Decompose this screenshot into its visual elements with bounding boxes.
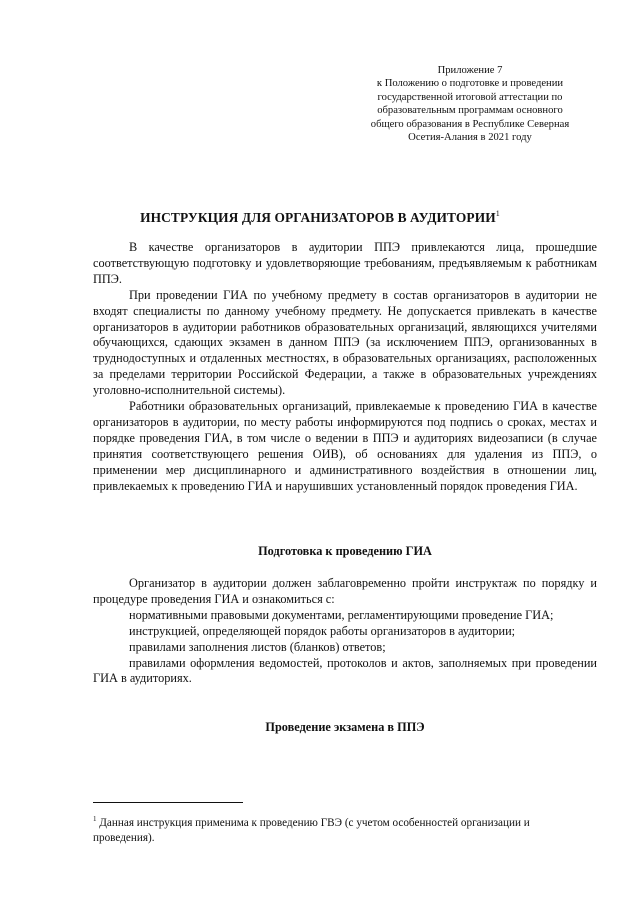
- exam-heading-block: [93, 720, 597, 736]
- document-title: [0, 209, 640, 226]
- section-lead: Организатор в аудитории должен заблаговременно пройти инструктаж по порядку и процедуре проведения ГИА и ознакомиться с:: [93, 576, 597, 606]
- section-heading: Проведение экзамена в ППЭ: [265, 720, 425, 734]
- requirements-list: [93, 608, 597, 688]
- footnote-reference[interactable]: 1: [495, 209, 500, 218]
- list-item: правилами оформления ведомостей, протоколов и актов, заполняемых при проведении ГИА в аудиториях.: [93, 655, 597, 686]
- appendix-line: государственной итоговой аттестации по: [377, 91, 563, 103]
- intro-paragraph: При проведении ГИА по учебному предмету в состав организаторов в аудитории не входят специалисты по данному учебному предмету. Не допускается привлекать в качестве организаторов в аудитории работников образовательных организаций, являющихся учителями обучающихся, сдающих экзамен в данном ППЭ (за исключением ППЭ, организованных в труднодоступных и отдаленных местностях, в образовательных организациях, расположенных за пределами территории Российской Федерации, а также в образовательных учреждениях уголовно-исполнительной системы).: [93, 287, 597, 398]
- preparation-heading-block: [93, 544, 597, 560]
- intro-paragraph: Работники образовательных организаций, привлекаемые к проведению ГИА в качестве организаторов в аудитории, по месту работы информируются под подпись о сроках, местах и порядке проведения ГИА, в том числе о ведении в ППЭ и аудиториях видеозаписи (в случае принятия соответствующего решения ОИВ), об основаниях для удаления из ППЭ, о применении мер дисциплинарного и административного воздействия в отношении лиц, привлекаемых к проведению ГИА и нарушивших установленный порядок проведения ГИА.: [93, 399, 597, 493]
- appendix-line: к Положению о подготовке и проведении: [376, 78, 564, 90]
- appendix-note: [355, 64, 585, 144]
- document-title-text: ИНСТРУКЦИЯ ДЛЯ ОРГАНИЗАТОРОВ В АУДИТОРИИ: [140, 210, 496, 225]
- footnote-mark: 1: [93, 815, 97, 823]
- appendix-title: Приложение 7: [437, 65, 503, 76]
- appendix-line: общего образования в Республике Северная: [370, 118, 570, 130]
- intro-paragraph: В качестве организаторов в аудитории ППЭ привлекаются лица, прошедшие соответствующую подготовку и удовлетворяющие требованиям, предъявляемым к работникам ППЭ.: [93, 240, 597, 286]
- list-item: инструкцией, определяющей порядок работы организаторов в аудитории;: [129, 623, 516, 638]
- intro-section: [93, 240, 597, 495]
- preparation-section: [93, 576, 597, 687]
- appendix-line: образовательным программам основного: [377, 105, 563, 117]
- list-item: нормативными правовыми документами, регламентирующими проведение ГИА;: [129, 607, 554, 622]
- footnote: [93, 812, 573, 846]
- footnote-separator: [93, 802, 243, 803]
- appendix-line: Осетия-Алания в 2021 году: [408, 132, 532, 144]
- footnote-text: Данная инструкция применима к проведению ГВЭ (с учетом особенностей организации и проведения).: [93, 817, 530, 844]
- list-item: правилами заполнения листов (бланков) ответов;: [129, 639, 386, 654]
- section-heading: Подготовка к проведению ГИА: [258, 544, 432, 558]
